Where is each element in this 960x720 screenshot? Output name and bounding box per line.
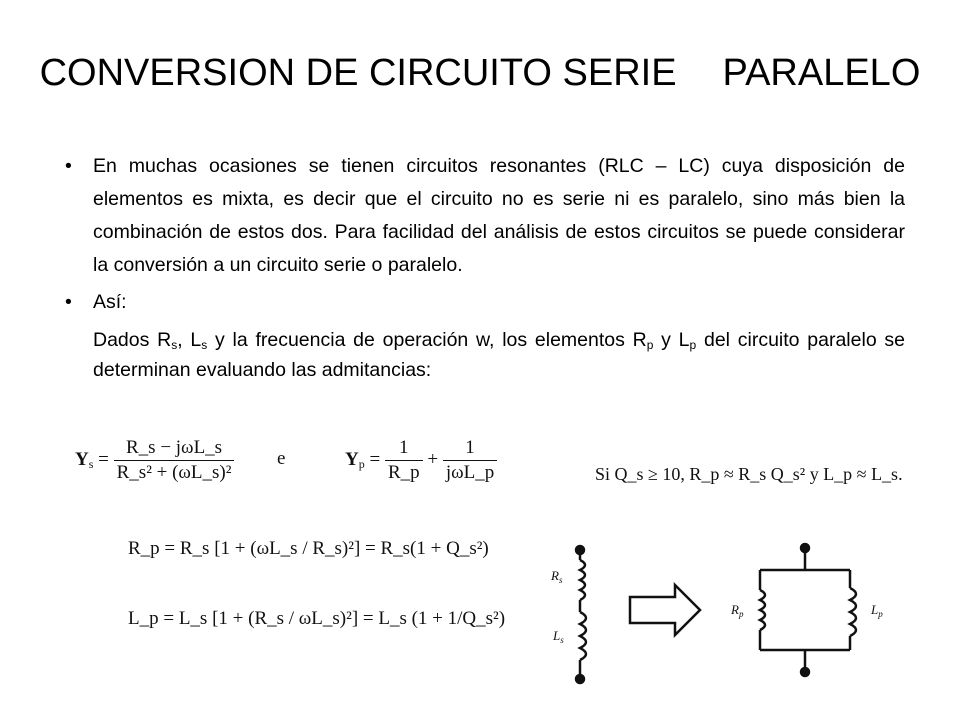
admittance-paragraph: Dados $R_s$, $L_s$ y la frecuencia de operación w, los elementos $R_p$ y $L_p$ del circuito paralelo se determinan evaluando las admitancias: xyxy=(93,329,906,381)
series-resistor-rs xyxy=(580,560,585,600)
bullet-dot: • xyxy=(65,291,72,313)
high-q-condition: Si Q_s ≥ 10, R_p ≈ R_s Q_s² y L_p ≈ L_s. xyxy=(595,464,903,484)
ys-numerator: R_s − jωL_s xyxy=(114,436,235,461)
label-lp: $L_p$ xyxy=(871,602,883,619)
parallel-inductor-lp xyxy=(850,588,856,636)
bullet-text: En muchas ocasiones se tienen circuitos resonantes (RLC – LC) cuya disposición de elementos es mixta, es decir que el circuito no es serie ni es paralelo, sino más bien la combinación de estos dos. Para facilidad del análisis de estos circuitos se puede considerar la conversión a un circuito serie o paralelo. xyxy=(93,155,905,276)
slide-title xyxy=(0,52,960,95)
ys-equation: $Y_s$ = $\frac{\text{R\_s − jωL\_s}}{\text{R\_s² + (ωL\_s)²}}$ xyxy=(75,436,234,485)
rp-equation: R_p = R_s [1 + (ωL_s / R_s)²] = R_s(1 + Q_s²) xyxy=(128,538,489,559)
series-inductor-ls xyxy=(580,612,586,660)
title-part-1: CONVERSION DE CIRCUITO SERIE xyxy=(39,52,677,94)
lp-equation: L_p = L_s [1 + (R_s / ωL_s)²] = L_s (1 + 1/Q_s²) xyxy=(128,608,506,629)
bullet-item xyxy=(65,150,905,282)
bullet-item xyxy=(65,286,905,319)
title-part-2: PARALELO xyxy=(722,52,921,94)
label-rs: $R_s$ xyxy=(551,568,563,585)
bullet-dot: • xyxy=(65,155,72,177)
yp-equation: $Y_p$ = $\frac{1}{R\_p}$ + $\frac{1}{\text{jωL\_p}}$ xyxy=(345,436,497,485)
bullet-text: Así: xyxy=(93,291,127,313)
series-to-parallel-diagram xyxy=(545,540,895,710)
label-rp: $R_p$ xyxy=(731,602,744,619)
parallel-resistor-rp xyxy=(760,590,765,630)
conversion-arrow xyxy=(630,585,700,635)
label-ls: $L_s$ xyxy=(553,628,564,645)
ys-denominator: R_s² + (ωL_s)² xyxy=(116,462,232,483)
equation-connector: e xyxy=(277,448,286,469)
bullet-list xyxy=(65,150,905,385)
